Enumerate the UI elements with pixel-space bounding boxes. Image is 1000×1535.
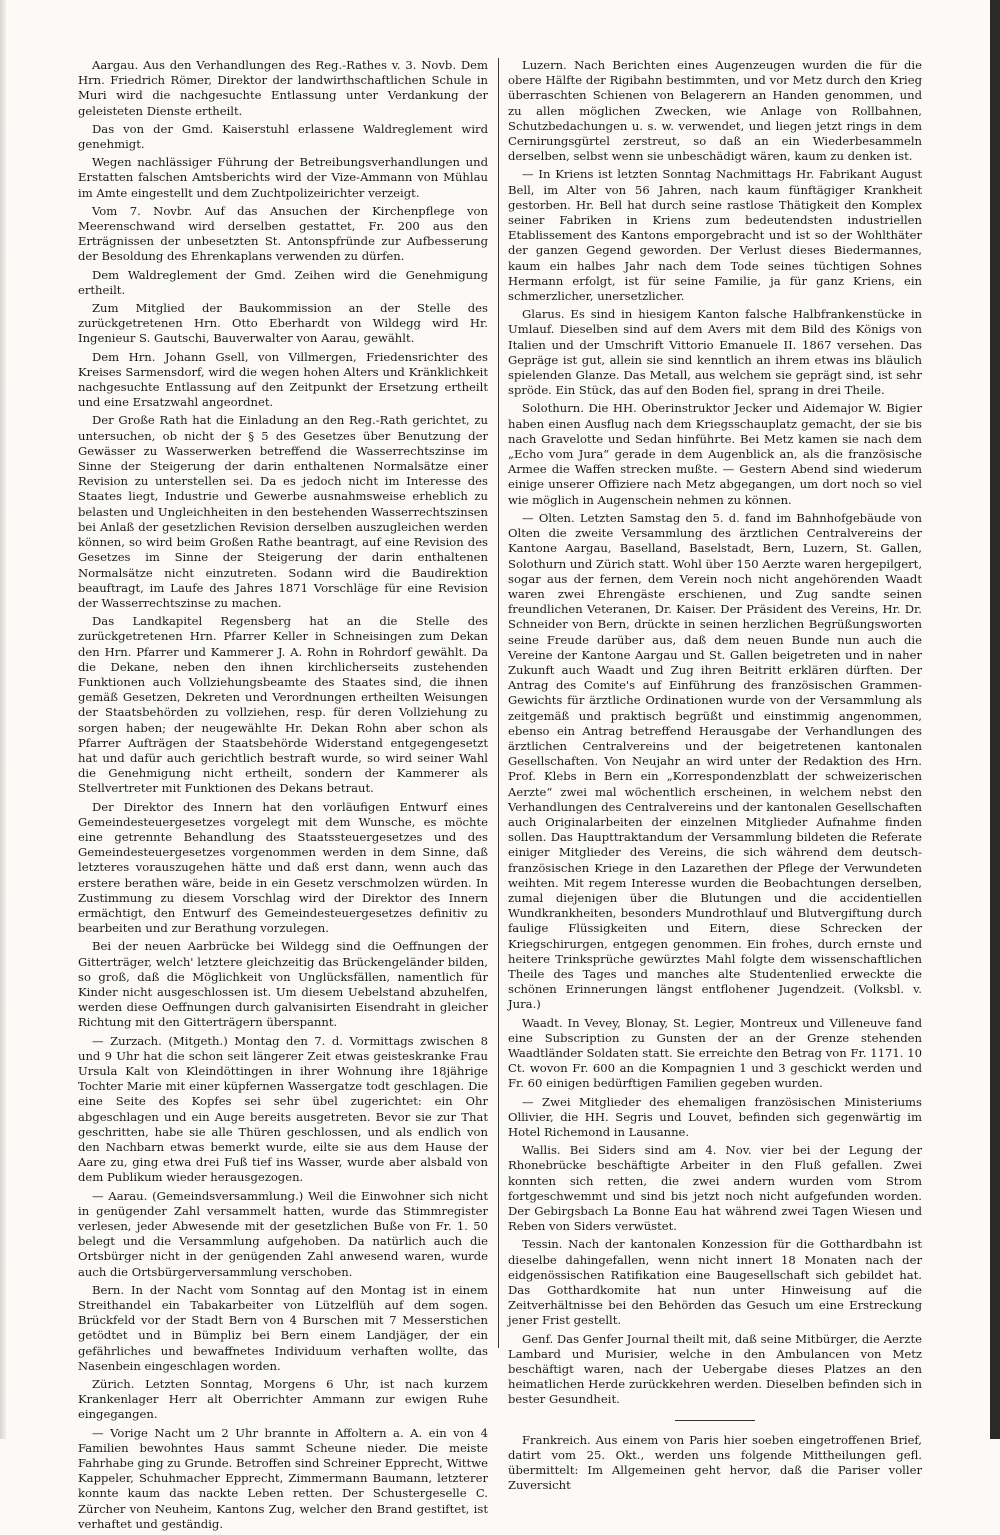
article-zurzach: — Zurzach. (Mitgeth.) Montag den 7. d. Vormittags zwischen 8 und 9 Uhr hat die schon seit längerer Zeit etwas geisteskranke Frau Ursula Kalt von Kleindöttingen in ihrer Wohnung ihre 18jährige Tochter Marie mit einer küpfernen Wassergatze todt geschlagen. Die eine Seite des Kopfes sei sehr übel zugerichtet: ein Ohr abgeschlagen und ein Auge bereits ausgetreten. Bevor sie zur That geschritten, habe sie alle Thüren geschlossen, und als endlich von den Nachbarn etwas bemerkt wurde, eilte sie aus dem Hause der Aare zu, ging etwa drei Fuß tief ins Wasser, wurde aber alsbald von dem Publikum wieder herausgezogen. xyxy=(78,1033,488,1185)
paragraph: Wegen nachlässiger Führung der Betreibungsverhandlungen und Erstatten falschen Amtsberichts wird der Vize-Ammann von Mühlau im Amte eingestellt und dem Zuchtpolizeirichter verzeigt. xyxy=(78,155,488,200)
paragraph: Bei der neuen Aarbrücke bei Wildegg sind die Oeffnungen der Gitterträger, welch' letztere gleichzeitig das Brückengeländer bilden, so groß, daß die Möglichkeit von Unglücksfällen, namentlich für Kinder nicht ausgeschlossen ist. Um diesem Uebelstand abzuhelfen, werden diese Oeffnungen durch galvanisirten Eisendraht in gleicher Richtung mit den Gitterträgern überspannt. xyxy=(78,939,488,1030)
paragraph: Das Landkapitel Regensberg hat an die Stelle des zurückgetretenen Hrn. Pfarrer Keller in Schneisingen zum Dekan den Hrn. Pfarrer und Kammerer J. A. Rohn in Rohrdorf gewählt. Da die Dekane, neben den ihnen kirchlicherseits zustehenden Funktionen auch Vollziehungsbeamte des Staates sind, die ihnen gemäß Gesetzen, Dekreten und Verordnungen ertheilten Weisungen der Staatsbehörden zu vollziehen, resp. für deren Vollziehung zu sorgen haben; der neugewählte Hr. Dekan Rohn aber schon als Pfarrer Aufträgen der Staatsbehörde Widerstand entgegengesetzt hat und dafür auch gerichtlich bestraft wurde, so wird seiner Wahl die Genehmigung nicht ertheilt, sondern der Kammerer als Stellvertreter mit Funktionen des Dekans betraut. xyxy=(78,614,488,796)
paragraph: Zum Mitglied der Baukommission an der Stelle des zurückgetretenen Hrn. Otto Eberhardt von Wildegg wird Hr. Ingenieur S. Gautschi, Bauverwalter von Aarau, gewählt. xyxy=(78,301,488,346)
article-luzern: Luzern. Nach Berichten eines Augenzeugen wurden die für die obere Hälfte der Rigibahn bestimmten, und vor Metz durch den Krieg überraschten Schienen von Belagerern an Handen genommen, und zu allen möglichen Zwecken, wie Anlage von Rollbahnen, Schutzbedachungen u. s. w. verwendet, und liegen jetzt rings in dem Cernirungsgürtel zerstreut, so daß an ein Wiederbesammeln derselben, selbst wenn sie unbeschädigt wären, kaum zu denken ist. xyxy=(508,58,922,164)
paragraph: Vom 7. Novbr. Auf das Ansuchen der Kirchenpflege von Meerenschwand wird derselben gestattet, Fr. 200 aus den Erträgnissen der unbesetzten St. Antonspfründe zur Aufbesserung der Besoldung des Ehrenkaplans verwenden zu dürfen. xyxy=(78,203,488,264)
article-lausanne: — Zwei Mitglieder des ehemaligen französischen Ministeriums Ollivier, die HH. Segris und Louvet, befinden sich gegenwärtig im Hotel Richemond in Lausanne. xyxy=(508,1094,922,1140)
article-aarau: — Aarau. (Gemeindsversammlung.) Weil die Einwohner sich nicht in genügender Zahl versammelt hatten, wurde das Stimmregister verlesen, jeder Abwesende mit der gesetzlichen Buße von Fr. 1. 50 belegt und die Versammlung aufgehoben. Da natürlich auch die Ortsbürger nicht in der genügenden Zahl anwesend waren, wurde auch die Ortsbürgerversammlung verschoben. xyxy=(78,1188,488,1279)
article-wallis: Wallis. Bei Siders sind am 4. Nov. vier bei der Legung der Rhonebrücke beschäftigte Arbeiter in den Fluß gefallen. Zwei konnten sich retten, die zwei andern wurden vom Strom fortgeschwemmt und sind bis jetzt noch nicht aufgefunden worden. Der Gebirgsbach La Bonne Eau hat während zwei Tagen Wiesen und Reben von Siders verwüstet. xyxy=(508,1143,922,1234)
left-column xyxy=(78,58,488,1535)
column-rule xyxy=(498,58,499,1348)
article-zuerich: Zürich. Letzten Sonntag, Morgens 6 Uhr, ist nach kurzem Krankenlager Herr alt Oberrichter Ammann zur ewigen Ruhe eingegangen. xyxy=(78,1377,488,1422)
article-aargau: Aargau. Aus den Verhandlungen des Reg.-Rathes v. 3. Novb. Dem Hrn. Friedrich Römer, Direktor der landwirthschaftlichen Schule in Muri wird die nachgesuchte Entlassung unter Verdankung der geleisteten Dienste ertheilt. xyxy=(78,58,488,118)
article-affoltern: — Vorige Nacht um 2 Uhr brannte in Affoltern a. A. ein von 4 Familien bewohntes Haus sammt Scheune nieder. Die meiste Fahrhabe ging zu Grunde. Betroffen sind Schreiner Epprecht, Wittwe Kappeler, Schuhmacher Epprecht, Zimmermann Baumann, letzterer konnte kaum das nackte Leben retten. Der Schustergeselle C. Zürcher von Neuheim, Kantons Zug, welcher den Brand gestiftet, ist verhaftet und geständig. xyxy=(78,1425,488,1531)
page-edge-left xyxy=(0,0,6,1439)
article-glarus: Glarus. Es sind in hiesigem Kanton falsche Halbfrankenstücke in Umlauf. Dieselben sind auf dem Avers mit dem Bild des Königs von Italien und der Umschrift Vittorio Emanuele II. 1867 versehen. Das Gepräge ist gut, allein sie sind kenntlich an ihrem etwas ins bläulich spielenden Glanze. Das Metall, aus welchem sie geprägt sind, ist sehr spröde. Ein Stück, das auf den Boden fiel, sprang in drei Theile. xyxy=(508,307,922,398)
right-column xyxy=(508,58,922,1496)
paragraph: Der Große Rath hat die Einladung an den Reg.-Rath gerichtet, zu untersuchen, ob nicht der § 5 des Gesetzes über Benutzung der Gewässer zu Wasserwerken betreffend die Wasserrechtszinse im Sinne der Steigerung der darin enthaltenen Normalsätze einer Revision zu unterstellen sei. Da es jedoch nicht im Interesse des Staates liegt, Industrie und Gewerbe ausnahmsweise erheblich zu belasten und Ungleichheiten in den bestehenden Wasserrechtszinsen bei Anlaß der gesetzlichen Revision derselben auszugleichen werden können, so wird beim Großen Rathe beantragt, auf eine Revision des Gesetzes im Sinne der Steigerung der darin enthaltenen Normalsätze nicht einzutreten. Sodann wird die Baudirektion beauftragt, im Laufe des Jahres 1871 Vorschläge für eine Revision der Wasserrechtszinse zu machen. xyxy=(78,413,488,610)
section-divider xyxy=(675,1420,755,1421)
paragraph: Dem Hrn. Johann Gsell, von Villmergen, Friedensrichter des Kreises Sarmensdorf, wird die wegen hohen Alters und Kränklichkeit nachgesuchte Entlassung auf den Zeitpunkt der Ersetzung ertheilt und eine Ersatzwahl angeordnet. xyxy=(78,349,488,410)
article-genf: Genf. Das Genfer Journal theilt mit, daß seine Mitbürger, die Aerzte Lambard und Murisier, welche in den Ambulancen von Metz beschäftigt waren, nach der Uebergabe dieses Platzes an den heimatlichen Herde zurückkehren werden. Dieselben befinden sich in bester Gesundheit. xyxy=(508,1331,922,1407)
paragraph: Das von der Gmd. Kaiserstuhl erlassene Waldreglement wird genehmigt. xyxy=(78,121,488,152)
page-edge-right xyxy=(990,0,1000,1439)
article-waadt: Waadt. In Vevey, Blonay, St. Legier, Montreux und Villeneuve fand eine Subscription zu Gunsten der an der Grenze stehenden Waadtländer Soldaten statt. Sie erreichte den Betrag von Fr. 1171. 10 Ct. wovon Fr. 600 an die Kompagnien 1 und 3 geschickt werden und Fr. 60 einigen bedürftigen Familien gegeben wurden. xyxy=(508,1015,922,1091)
article-frankreich: Frankreich. Aus einem von Paris hier soeben eingetroffenen Brief, datirt vom 25. Okt., werden uns folgende Mittheilungen gefl. übermittelt: Im Allgemeinen geht hervor, daß die Pariser voller Zuversicht xyxy=(508,1432,922,1493)
paragraph: Der Direktor des Innern hat den vorläufigen Entwurf eines Gemeindesteuergesetzes vorgelegt mit dem Wunsche, es möchte eine getrennte Behandlung des Staatssteuergesetzes und des Gemeindesteuergesetzes vorgenommen werden in dem Sinne, daß letzteres vorauszugehen hätte und daß erst dann, wenn auch das erstere berathen wäre, beide in ein Gesetz verschmolzen würden. In Zustimmung zu diesem Vorschlag wird der Direktor des Innern ermächtigt, den Entwurf des Gemeindesteuergesetzes definitiv zu bearbeiten und zur Berathung vorzulegen. xyxy=(78,799,488,936)
article-bern: Bern. In der Nacht vom Sonntag auf den Montag ist in einem Streithandel ein Tabakarbeiter von Lützelflüh auf dem sogen. Brückfeld vor der Stadt Bern von 4 Burschen mit 7 Messerstichen getödtet und in Bümpliz bei Bern einem Landjäger, der ein gefährliches und bewaffnetes Individuum verhaften wollte, das Nasenbein eingeschlagen worden. xyxy=(78,1282,488,1373)
paragraph: Dem Waldreglement der Gmd. Zeihen wird die Genehmigung ertheilt. xyxy=(78,267,488,297)
article-olten: — Olten. Letzten Samstag den 5. d. fand im Bahnhofgebäude von Olten die zweite Versammlung des ärztlichen Centralvereins der Kantone Aargau, Baselland, Baselstadt, Bern, Luzern, St. Gallen, Solothurn und Zürich statt. Wohl über 150 Aerzte waren hergepilgert, sogar aus der fernen, dem Verein noch nicht angehörenden Waadt waren zwei Ehrengäste erschienen, und Zug sandte seinen freundlichen Veteranen, Dr. Kaiser. Der Präsident des Vereins, Hr. Dr. Schneider von Bern, drückte in seinen herzlichen Begrüßungsworten seine Freude darüber aus, daß dem neuen Bunde nun auch die Vereine der Kantone Aargau und St. Gallen beigetreten und in naher Zukunft auch Waadt und Zug ihren Beitritt erklären dürften. Der Antrag des Comite's auf Einführung des französischen Grammen-Gewichts für ärztliche Ordinationen wurde von der Versammlung als zeitgemäß und praktisch begrüßt und einstimmig angenommen, ebenso ein Antrag betreffend Herausgabe der Verhandlungen des ärztlichen Centralvereins und der beigetretenen kantonalen Gesellschaften. Von Neujahr an wird unter der Redaktion des Hrn. Prof. Klebs in Bern ein „Korrespondenzblatt der schweizerischen Aerzte“ zwei mal wöchentlich erscheinen, in welchem nebst den Verhandlungen des Centralvereins und der kantonalen Gesellschaften auch Originalarbeiten der einzelnen Mitglieder Aufnahme finden sollen. Das Haupttraktandum der Versammlung bildeten die Referate einiger Mitglieder des Vereins, die sich während dem deutsch-französischen Kriege in den Lazarethen der Pflege der Verwundeten weihten. Mit regem Interesse wurden die Beobachtungen derselben, zumal diejenigen über die Blutungen und die accidentiellen Wundkrankheiten, besonders Mundrothlauf und Blutvergiftung durch faulige Flüssigkeiten und Eitern, diese Schrecken der Kriegschirurgen, entgegen genommen. Ein frohes, durch ernste und heitere Trinksprüche gewürztes Mahl folgte dem wissenschaftlichen Theile des Tages und manches alte Studentenlied erweckte die schönen Erinnerungen längst entflohener Jugendzeit. (Volksbl. v. Jura.) xyxy=(508,510,922,1012)
article-kriens: — In Kriens ist letzten Sonntag Nachmittags Hr. Fabrikant August Bell, im Alter von 56 Jahren, nach kaum fünftägiger Krankheit gestorben. Hr. Bell hat durch seine rastlose Thätigkeit den Komplex seiner Fabriken in Kriens zum bedeutendsten industriellen Etablissement des Kantons emporgebracht und ist so der Wohlthäter der ganzen Gegend geworden. Der Verlust dieses Biedermannes, kaum ein halbes Jahr nach dem Tode seines tüchtigen Sohnes Hermann erfolgt, ist für seine Familie, ja für ganz Kriens, ein schmerzlicher, unersetzlicher. xyxy=(508,167,922,304)
article-solothurn: Solothurn. Die HH. Oberinstruktor Jecker und Aidemajor W. Bigier haben einen Ausflug nach dem Kriegsschauplatz gemacht, der sie bis nach Gravelotte und Sedan hinführte. Bei Metz kamen sie nach dem „Echo vom Jura“ gerade in dem Augenblick an, als die französische Armee die Waffen strecken mußte. — Gestern Abend sind wiederum einige unserer Offiziere nach Metz abgegangen, um dort noch so viel wie möglich in Augenschein nehmen zu können. xyxy=(508,401,922,507)
article-tessin: Tessin. Nach der kantonalen Konzession für die Gotthardbahn ist dieselbe dahingefallen, wenn nicht innert 18 Monaten nach der eidgenössischen Ratifikation eine Baugesellschaft sich gebildet hat. Das Gotthardkomite hat nun unter Hinweisung auf die Zeitverhältnisse bei den Behörden das Gesuch um eine Erstreckung jener Frist gestellt. xyxy=(508,1237,922,1328)
